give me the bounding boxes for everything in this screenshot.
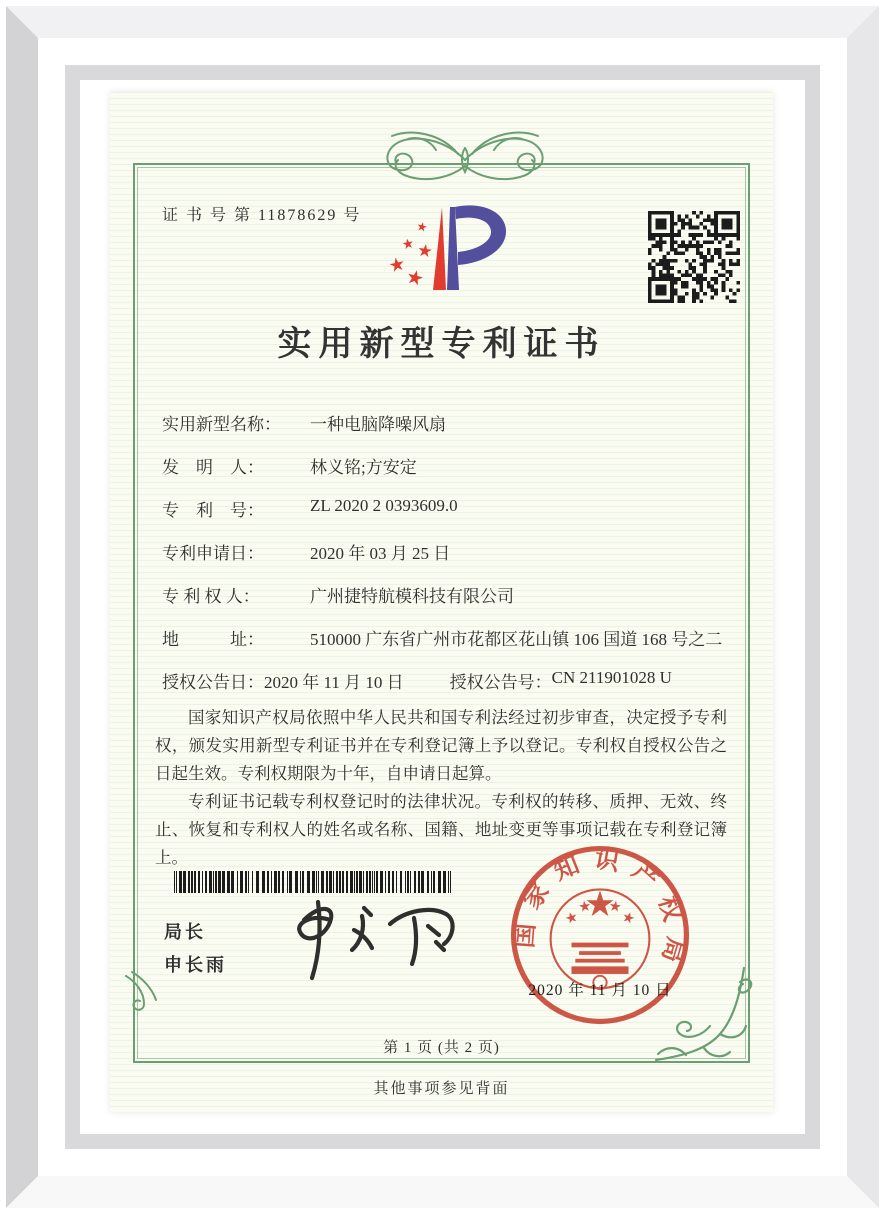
field-value: 广州捷特航模科技有限公司 bbox=[310, 587, 514, 606]
grant-number-label: 授权公告号： bbox=[449, 673, 552, 692]
page-indicator: 第 1 页 (共 2 页) bbox=[383, 1040, 500, 1056]
seal-agency-text: 国家知识产权局 bbox=[511, 845, 690, 978]
signer-name: 申长雨 bbox=[164, 955, 227, 975]
field-value: 2020 年 03 月 25 日 bbox=[310, 544, 451, 563]
field-value: 林义铭;方安定 bbox=[310, 458, 417, 477]
certificate-title: 实用新型专利证书 bbox=[277, 326, 606, 363]
field-patentee bbox=[162, 582, 732, 625]
field-list bbox=[162, 410, 732, 711]
certificate-number: 证 书 号 第 11878629 号 bbox=[162, 207, 362, 224]
field-utility-name bbox=[162, 410, 732, 453]
grant-number-value: CN 211901028 U bbox=[551, 668, 672, 687]
certificate-paper bbox=[110, 92, 773, 1112]
qr-code bbox=[648, 211, 740, 303]
field-inventor bbox=[162, 453, 732, 496]
grant-date-value: 2020 年 11 月 10 日 bbox=[264, 673, 404, 692]
signature-handwriting bbox=[278, 890, 473, 986]
legal-paragraph-1: 国家知识产权局依照中华人民共和国专利法经过初步审查，决定授予专利权，颁发实用新型专利证书并在专利登记簿上予以登记。专利权自授权公告之日起生效。专利权期限为十年，自申请日起算。 bbox=[155, 708, 727, 783]
field-label: 专 利 号： bbox=[162, 501, 264, 520]
field-label: 专 利 权 人： bbox=[162, 587, 260, 606]
legal-paragraph-2: 专利证书记载专利权登记时的法律状况。专利权的转移、质押、无效、终止、恢复和专利权人的姓名或名称、国籍、地址变更等事项记载在专利登记簿上。 bbox=[155, 792, 727, 867]
back-side-note: 其他事项参见背面 bbox=[373, 1081, 510, 1097]
field-label: 专利申请日： bbox=[162, 544, 264, 563]
cnipa-logo-icon bbox=[372, 193, 522, 303]
field-patent-number bbox=[162, 496, 732, 539]
field-address bbox=[162, 625, 732, 668]
field-value: 510000 广东省广州市花都区花山镇 106 国道 168 号之二 bbox=[310, 630, 723, 649]
field-label: 发 明 人： bbox=[162, 458, 264, 477]
grant-date-label: 授权公告日： bbox=[162, 673, 264, 692]
field-label: 实用新型名称： bbox=[162, 415, 281, 434]
legal-text bbox=[155, 704, 727, 872]
field-filing-date bbox=[162, 539, 732, 582]
field-value: ZL 2020 2 0393609.0 bbox=[310, 496, 458, 515]
field-value: 一种电脑降噪风扇 bbox=[310, 415, 446, 434]
qr-modules bbox=[648, 211, 740, 303]
grant-seal-date: 2020 年 11 月 10 日 bbox=[528, 982, 672, 999]
signer-title: 局长 bbox=[164, 922, 206, 942]
field-label: 地 址： bbox=[162, 630, 264, 649]
